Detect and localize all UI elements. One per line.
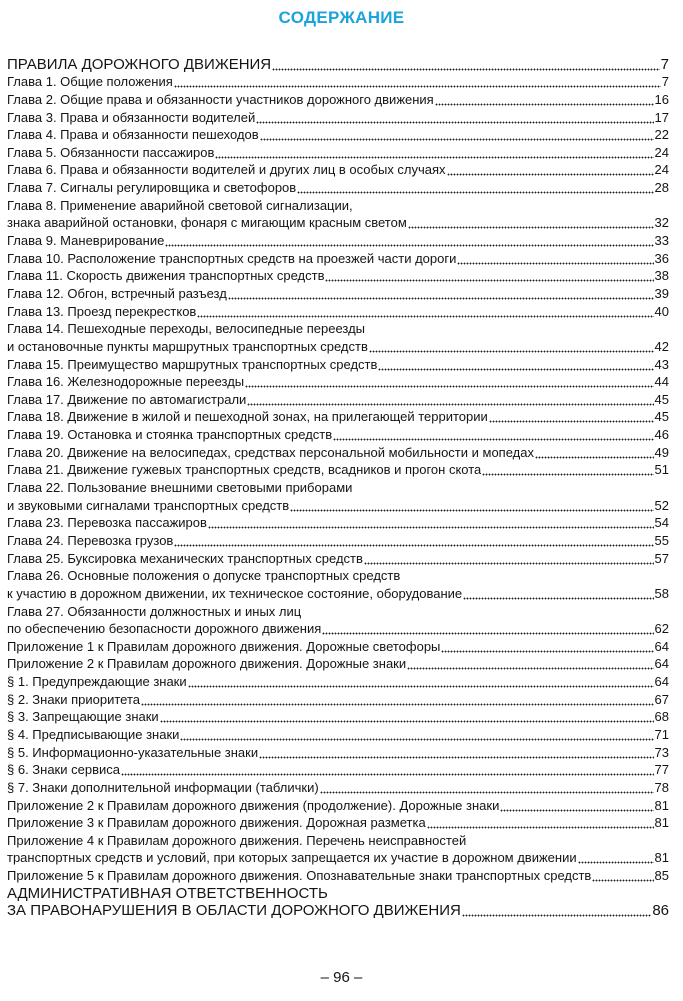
dot-leader <box>141 692 654 707</box>
toc-entry-title: Приложение 1 к Правилам дорожного движения. Дорожные светофоры <box>7 638 441 654</box>
dot-leader <box>188 674 654 689</box>
toc-entry <box>7 830 669 848</box>
toc-entry-page: 7 <box>660 55 669 73</box>
toc-entry <box>7 160 669 178</box>
toc-entry-page: 44 <box>654 374 669 390</box>
toc-entry-title: Глава 26. Основные положения о допуске транспортных средств <box>7 568 401 584</box>
toc-entry <box>7 813 669 831</box>
dot-leader <box>427 815 654 830</box>
dot-leader <box>457 251 653 266</box>
toc-entry <box>7 301 669 319</box>
toc-entry <box>7 72 669 90</box>
toc-entry-title: § 6. Знаки сервиса <box>7 762 120 778</box>
toc-entry <box>7 230 669 248</box>
dot-leader <box>245 374 653 389</box>
toc-entry-page: 17 <box>654 109 669 125</box>
toc-entry-title: Глава 2. Общие права и обязанности участников дорожного движения <box>7 91 434 107</box>
toc-entry <box>7 795 669 813</box>
table-of-contents <box>7 54 669 918</box>
toc-entry <box>7 54 669 72</box>
toc-entry-page: 22 <box>654 127 669 143</box>
toc-entry-title: § 4. Предписывающие знаки <box>7 726 180 742</box>
dot-leader <box>272 57 660 72</box>
toc-entry-title: Приложение 3 к Правилам дорожного движения. Дорожная разметка <box>7 815 426 831</box>
toc-entry-page: 33 <box>654 233 669 249</box>
toc-entry-title: Глава 16. Железнодорожные переезды <box>7 374 245 390</box>
toc-entry-title: Глава 23. Перевозка пассажиров <box>7 515 207 531</box>
toc-entry <box>7 883 669 901</box>
toc-entry <box>7 848 669 866</box>
toc-entry-title: Приложение 4 к Правилам дорожного движения. Перечень неисправностей <box>7 832 467 848</box>
toc-entry-title: Глава 17. Движение по автомагистрали <box>7 391 247 407</box>
toc-entry <box>7 195 669 213</box>
toc-entry <box>7 89 669 107</box>
toc-entry-page: 45 <box>654 409 669 425</box>
toc-entry-page: 68 <box>654 709 669 725</box>
dot-leader <box>228 286 654 301</box>
toc-entry-title: Глава 27. Обязанности должностных и иных лиц <box>7 603 302 619</box>
toc-entry-title: Глава 4. Права и обязанности пешеходов <box>7 127 259 143</box>
toc-entry <box>7 319 669 337</box>
toc-entry <box>7 583 669 601</box>
toc-entry-title: Приложение 2 к Правилам дорожного движения. Дорожные знаки <box>7 656 407 672</box>
toc-entry-page: 55 <box>654 532 669 548</box>
dot-leader <box>215 145 653 160</box>
dot-leader <box>369 339 654 354</box>
toc-entry-page: 42 <box>654 338 669 354</box>
dot-leader <box>297 180 653 195</box>
dot-leader <box>247 392 653 407</box>
toc-entry-page: 40 <box>654 303 669 319</box>
toc-entry-page: 24 <box>654 144 669 160</box>
toc-entry-title: § 1. Предупреждающие знаки <box>7 674 187 690</box>
dot-leader <box>208 515 654 530</box>
toc-entry-page: 32 <box>654 215 669 231</box>
toc-entry <box>7 724 669 742</box>
toc-entry-page: 38 <box>654 268 669 284</box>
toc-entry <box>7 654 669 672</box>
toc-entry <box>7 389 669 407</box>
toc-entry-title: Глава 8. Применение аварийной световой сигнализации, <box>7 197 353 213</box>
dot-leader <box>378 357 653 372</box>
toc-entry <box>7 336 669 354</box>
dot-leader <box>256 110 653 125</box>
page-title: СОДЕРЖАНИЕ <box>278 8 405 27</box>
toc-entry <box>7 424 669 442</box>
toc-entry-title: Глава 5. Обязанности пассажиров <box>7 144 215 160</box>
toc-entry-title: Глава 24. Перевозка грузов <box>7 532 174 548</box>
toc-entry <box>7 477 669 495</box>
toc-entry-page: 81 <box>654 797 669 813</box>
toc-entry-page: 64 <box>654 656 669 672</box>
toc-entry-title: Глава 11. Скорость движения транспортных средств <box>7 268 325 284</box>
toc-entry-title: транспортных средств и условий, при которых запрещается их участие в дорожном движении <box>7 850 577 866</box>
toc-entry-title: Глава 21. Движение гужевых транспортных средств, всадников и прогон скота <box>7 462 482 478</box>
dot-leader <box>322 621 653 636</box>
toc-entry <box>7 107 669 125</box>
dot-leader <box>320 780 654 795</box>
dot-leader <box>160 709 654 724</box>
dot-leader <box>260 127 654 142</box>
toc-entry-title: Глава 25. Буксировка механических транспортных средств <box>7 550 363 566</box>
toc-entry <box>7 372 669 390</box>
toc-entry <box>7 760 669 778</box>
dot-leader <box>174 533 653 548</box>
toc-entry <box>7 689 669 707</box>
toc-entry-page: 24 <box>654 162 669 178</box>
dot-leader <box>441 639 653 654</box>
toc-entry <box>7 248 669 266</box>
toc-entry-page: 46 <box>654 427 669 443</box>
toc-entry-page: 71 <box>654 726 669 742</box>
toc-entry <box>7 442 669 460</box>
dot-leader <box>121 762 654 777</box>
toc-entry-page: 67 <box>654 691 669 707</box>
dot-leader <box>259 745 653 760</box>
toc-entry-title: Глава 12. Обгон, встречный разъезд <box>7 285 227 301</box>
toc-entry-title: Приложение 5 к Правилам дорожного движения. Опознавательные знаки транспортных средств <box>7 868 592 884</box>
toc-entry-title: Глава 18. Движение в жилой и пешеходной зонах, на прилегающей территории <box>7 409 488 425</box>
toc-entry-page: 52 <box>654 497 669 513</box>
toc-entry-title: Глава 10. Расположение транспортных средств на проезжей части дороги <box>7 250 457 266</box>
dot-leader <box>165 233 653 248</box>
toc-entry <box>7 707 669 725</box>
toc-entry-page: 64 <box>654 638 669 654</box>
toc-entry-title: § 5. Информационно-указательные знаки <box>7 744 259 760</box>
toc-entry <box>7 460 669 478</box>
toc-entry <box>7 213 669 231</box>
toc-entry-page: 49 <box>654 444 669 460</box>
toc-entry-title: Глава 14. Пешеходные переходы, велосипедные переезды <box>7 321 365 337</box>
toc-entry <box>7 354 669 372</box>
toc-entry <box>7 142 669 160</box>
toc-entry-title: Глава 7. Сигналы регулировщика и светофоров <box>7 180 297 196</box>
dot-leader <box>482 462 653 477</box>
toc-entry-page: 81 <box>654 815 669 831</box>
dot-leader <box>174 74 661 89</box>
toc-entry-title: Глава 9. Маневрирование <box>7 233 165 249</box>
toc-entry-page: 77 <box>654 762 669 778</box>
toc-entry-title: § 3. Запрещающие знаки <box>7 709 159 725</box>
toc-entry <box>7 177 669 195</box>
toc-entry-page: 51 <box>654 462 669 478</box>
page-number: – 96 – <box>320 969 363 986</box>
toc-entry-page: 45 <box>654 391 669 407</box>
toc-entry-page: 78 <box>654 779 669 795</box>
toc-entry-page: 7 <box>661 74 669 90</box>
toc-entry-page: 16 <box>654 91 669 107</box>
toc-entry-title: к участию в дорожном движении, их техническое состояние, оборудование <box>7 585 463 601</box>
toc-entry-page: 28 <box>654 180 669 196</box>
toc-entry-title: Глава 20. Движение на велосипедах, средствах персональной мобильности и мопедах <box>7 444 534 460</box>
toc-entry-title: § 7. Знаки дополнительной информации (таблички) <box>7 779 319 795</box>
dot-leader <box>333 427 653 442</box>
toc-entry-page: 64 <box>654 674 669 690</box>
toc-entry-title: Глава 22. Пользование внешними световыми приборами <box>7 480 353 496</box>
toc-entry-page: 73 <box>654 744 669 760</box>
toc-entry <box>7 777 669 795</box>
dot-leader <box>489 409 654 424</box>
toc-entry <box>7 619 669 637</box>
toc-entry <box>7 671 669 689</box>
toc-entry <box>7 283 669 301</box>
toc-entry <box>7 742 669 760</box>
toc-entry-title: знака аварийной остановки, фонаря с мигающим красным светом <box>7 215 407 231</box>
toc-entry <box>7 601 669 619</box>
dot-leader <box>197 304 653 319</box>
dot-leader <box>325 268 653 283</box>
toc-entry-page: 57 <box>654 550 669 566</box>
toc-entry-page: 58 <box>654 585 669 601</box>
toc-entry-page: 81 <box>654 850 669 866</box>
toc-entry-title: Глава 13. Проезд перекрестков <box>7 303 197 319</box>
toc-entry-title: ПРАВИЛА ДОРОЖНОГО ДВИЖЕНИЯ <box>7 56 272 72</box>
toc-entry-page: 36 <box>654 250 669 266</box>
dot-leader <box>535 445 654 460</box>
dot-leader <box>290 498 653 513</box>
toc-entry-title: Глава 6. Права и обязанности водителей и других лиц в особых случаях <box>7 162 446 178</box>
toc-entry-page: 43 <box>654 356 669 372</box>
toc-entry <box>7 566 669 584</box>
dot-leader <box>435 92 654 107</box>
toc-entry-title: § 2. Знаки приоритета <box>7 691 141 707</box>
toc-entry-title: Глава 15. Преимущество маршрутных транспортных средств <box>7 356 378 372</box>
toc-entry <box>7 901 669 919</box>
toc-entry <box>7 548 669 566</box>
toc-entry-page: 86 <box>652 902 669 920</box>
toc-entry <box>7 407 669 425</box>
toc-entry-title: и остановочные пункты маршрутных транспортных средств <box>7 338 368 354</box>
dot-leader <box>463 586 653 601</box>
dot-leader <box>407 656 653 671</box>
dot-leader <box>500 798 653 813</box>
dot-leader <box>462 903 652 918</box>
dot-leader <box>447 162 654 177</box>
toc-entry <box>7 530 669 548</box>
toc-entry <box>7 495 669 513</box>
dot-leader <box>578 850 654 865</box>
toc-entry <box>7 513 669 531</box>
toc-entry <box>7 125 669 143</box>
toc-entry-title: ЗА ПРАВОНАРУШЕНИЯ В ОБЛАСТИ ДОРОЖНОГО ДВИЖЕНИЯ <box>7 903 461 919</box>
toc-entry-title: АДМИНИСТРАТИВНАЯ ОТВЕТСТВЕННОСТЬ <box>7 885 328 901</box>
toc-entry-title: по обеспечению безопасности дорожного движения <box>7 621 322 637</box>
toc-entry-title: Приложение 2 к Правилам дорожного движения (продолжение). Дорожные знаки <box>7 797 500 813</box>
toc-entry-title: и звуковыми сигналами транспортных средств <box>7 497 290 513</box>
toc-entry-title: Глава 1. Общие положения <box>7 74 173 90</box>
dot-leader <box>364 551 654 566</box>
dot-leader <box>592 868 653 883</box>
toc-entry-title: Глава 19. Остановка и стоянка транспортных средств <box>7 427 333 443</box>
toc-entry-title: Глава 3. Права и обязанности водителей <box>7 109 256 125</box>
toc-entry-page: 54 <box>654 515 669 531</box>
dot-leader <box>180 727 653 742</box>
toc-entry <box>7 636 669 654</box>
toc-entry <box>7 266 669 284</box>
toc-entry-page: 85 <box>654 868 669 884</box>
toc-entry-page: 62 <box>654 621 669 637</box>
toc-entry-page: 39 <box>654 285 669 301</box>
dot-leader <box>408 215 654 230</box>
toc-entry <box>7 865 669 883</box>
